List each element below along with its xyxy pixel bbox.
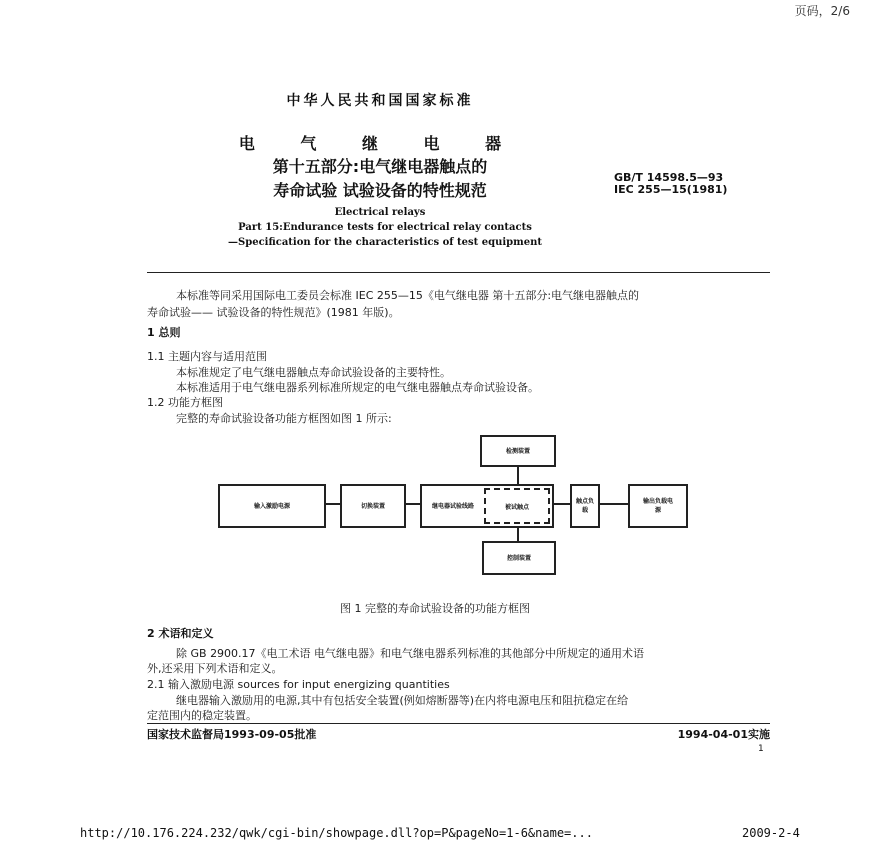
connector-switch-to-relay (406, 503, 420, 505)
english-subtitle: —Specification for the characteristics of test equipment (228, 237, 542, 248)
section-2-paragraph-line-1: 除 GB 2900.17《电工术语 电气继电器》和电气继电器系列标准的其他部分中所规定的通用术语 (176, 647, 645, 660)
input-energizing-source-label: 输入激励电源 (253, 502, 290, 510)
monitoring-device-box (480, 435, 556, 467)
section-2-1-heading: 2.1 输入激励电源 sources for input energizing quantities (147, 678, 450, 691)
contact-load-label: 触点负载 (576, 498, 595, 514)
section-1-1-heading: 1.1 主题内容与适用范围 (147, 350, 267, 363)
contact-load-box (570, 484, 600, 528)
standard-code-block (614, 172, 727, 196)
implementation-date: 1994-04-01实施 (677, 728, 770, 741)
section-2-paragraph-line-2: 外,还采用下列术语和定义。 (147, 662, 283, 675)
section-2-1-paragraph-line-2: 定范围内的稳定装置。 (147, 709, 257, 722)
print-date: 2009-2-4 (742, 826, 800, 840)
section-1-2-paragraph: 完整的寿命试验设备功能方框图如图 1 所示: (176, 412, 392, 425)
output-load-source-box (628, 484, 688, 528)
contacts-under-test-label: 被试触点 (504, 503, 529, 511)
connector-test-to-load (554, 503, 570, 505)
monitoring-device-label: 检测装置 (505, 447, 530, 455)
browser-url-link[interactable]: http://10.176.224.232/qwk/cgi-bin/showpage.dll?op=P&pageNo=1-6&name=... (80, 826, 593, 840)
control-device-box (482, 541, 556, 575)
approval-date: 国家技术监督局1993-09-05批准 (147, 728, 317, 741)
control-device-label: 控制装置 (506, 554, 531, 562)
iec-standard-number: IEC 255—15(1981) (614, 183, 728, 196)
connector-input-to-switch (326, 503, 340, 505)
footer-divider (147, 723, 770, 724)
switching-device-label: 切换装置 (360, 502, 385, 510)
header-divider (147, 272, 770, 273)
page-indicator: 页码，2/6 (794, 4, 850, 18)
document-title-line-3: 寿命试验 试验设备的特性规范 (273, 181, 487, 200)
contacts-under-test-box (484, 488, 550, 524)
standard-organization: 中华人民共和国国家标准 (286, 93, 474, 109)
output-load-source-label: 输出负载电源 (643, 498, 674, 514)
gb-standard-number: GB/T 14598.5—93 (614, 171, 724, 184)
page-number: 1 (758, 744, 764, 754)
input-energizing-source-box (218, 484, 326, 528)
section-1-heading: 1 总则 (147, 326, 181, 339)
section-1-1-paragraph-2: 本标准适用于电气继电器系列标准所规定的电气继电器触点寿命试验设备。 (176, 381, 539, 394)
section-1-1-paragraph-1: 本标准规定了电气继电器触点寿命试验设备的主要特性。 (176, 366, 451, 379)
section-2-1-paragraph-line-1: 继电器输入激励用的电源,其中有包括安全装置(例如熔断器等)在内将电源电压和阻抗稳定在给 (176, 694, 629, 707)
document-title-line-1: 电 气 继 电 器 (238, 134, 522, 153)
english-part-title: Part 15:Endurance tests for electrical relay contacts (238, 222, 532, 233)
english-title: Electrical relays (334, 207, 426, 218)
intro-paragraph-line-1: 本标准等同采用国际电工委员会标准 IEC 255—15《电气继电器 第十五部分:电气继电器触点的 (176, 289, 640, 302)
section-2-heading: 2 术语和定义 (147, 627, 214, 640)
section-1-2-heading: 1.2 功能方框图 (147, 396, 223, 409)
document-title-line-2: 第十五部分:电气继电器触点的 (272, 157, 488, 176)
figure-caption: 图 1 完整的寿命试验设备的功能方框图 (340, 602, 530, 615)
switching-device-box (340, 484, 406, 528)
intro-paragraph-line-2: 寿命试验—— 试验设备的特性规范》(1981 年版)。 (147, 306, 400, 319)
relay-test-circuit-label: 继电器试验线路 (431, 502, 474, 510)
connector-load-to-output (600, 503, 628, 505)
